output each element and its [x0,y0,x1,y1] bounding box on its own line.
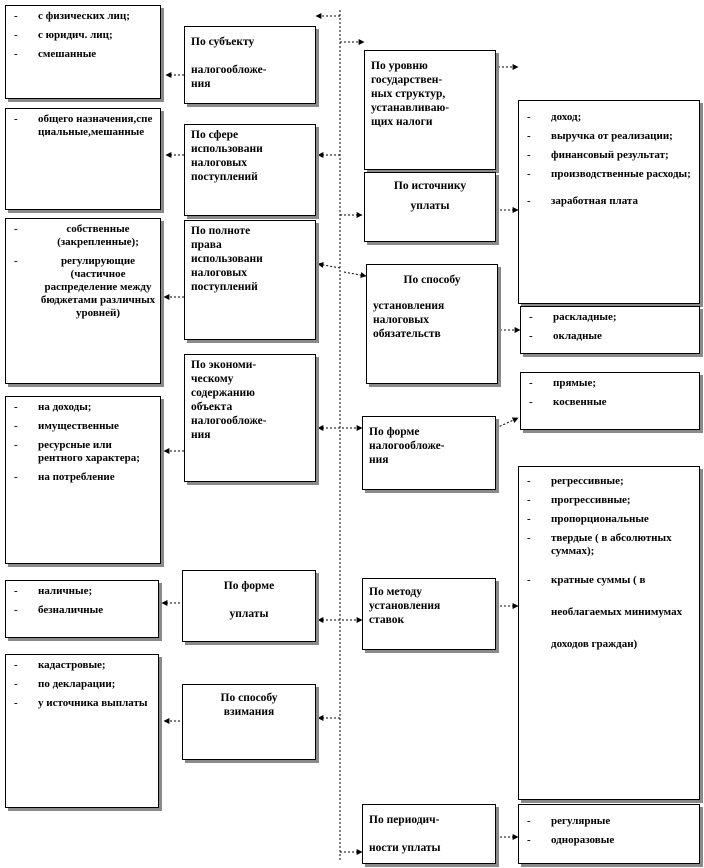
list-collection [5,654,159,808]
category-rights: По полноте права использовани налоговых поступлений [184,220,316,340]
list-economic [5,396,161,564]
list-item: - собственные (закрепленные); [14,223,158,249]
list-item: - у источника выплаты [14,697,156,710]
list-item: - производственные расходы; [527,168,697,181]
list-rights [5,218,161,384]
category-collection: По способу взимания [182,684,316,760]
list-item: - регрессивные; [527,475,697,488]
category-payment-source: По источнику уплаты [364,172,496,242]
arrow-to-rights [318,264,340,268]
list-item: - регулирующие (частичное распределение между бюджетами различных уровней) [14,255,158,320]
list-obligation-method [520,306,700,354]
list-item: - кратные суммы ( в необлагаемых минимумах доходов граждан) [527,564,697,660]
category-payment-form: По форме уплаты [182,570,316,642]
list-item: - смешанные [14,48,158,61]
category-subject: По субъекту налогообложе- ния [184,26,316,104]
list-payment-form [5,580,159,638]
list-item: - имущественные [14,420,158,433]
list-item: - наличные; [14,585,156,598]
list-item: - кадастровые; [14,659,156,672]
list-sphere [5,108,161,210]
list-item: - прогрессивные; [527,494,697,507]
list-item: - ресурсные или рентного характера; [14,439,158,465]
list-item: - пропорциональные [527,513,697,526]
list-item: - с физических лиц; [14,10,158,23]
list-item: - выручка от реализации; [527,130,697,143]
arrow-taxation-form-list [496,418,518,428]
list-item: - доход; [527,111,697,124]
category-rate-method: По методу установления ставок [362,578,496,650]
list-item: - заработная плата [527,195,697,208]
list-item: - косвенные [529,396,697,409]
list-item: - раскладные; [529,311,697,324]
category-government-level: По уровню государствен- ных структур, устанавливаю- щих налоги [364,50,496,170]
list-rate-method [518,466,700,800]
category-sphere: По сфере использовани налоговых поступлений [184,124,316,216]
category-economic: По экономи- ческому содержанию объекта налогообложе- ния [184,354,316,482]
list-item: - окладные [529,330,697,343]
list-item: - одноразовые [527,834,697,847]
list-taxation-form [520,372,700,430]
list-subject [5,5,161,99]
list-item: - общего назначения,специальные,мешанные [14,113,158,139]
list-item: - с юридич. лиц; [14,29,158,42]
arrow-to-obligation [344,272,366,276]
list-item: - на доходы; [14,401,158,414]
list-item: - на потребление [14,471,158,484]
list-item: - регулярные [527,815,697,828]
list-periodicity [518,804,700,864]
list-item: - безналичные [14,604,156,617]
list-payment-source [518,100,700,304]
list-item: - прямые; [529,377,697,390]
category-taxation-form: По форме налогообложе- ния [362,416,496,490]
list-item: - твердые ( в абсолютных суммах); [527,532,697,558]
category-periodicity: По периодич- ности уплаты [362,804,496,864]
list-item: - по декларации; [14,678,156,691]
list-item: - финансовый результат; [527,149,697,162]
category-obligation-method: По способу установления налоговых обязательств [366,264,498,384]
